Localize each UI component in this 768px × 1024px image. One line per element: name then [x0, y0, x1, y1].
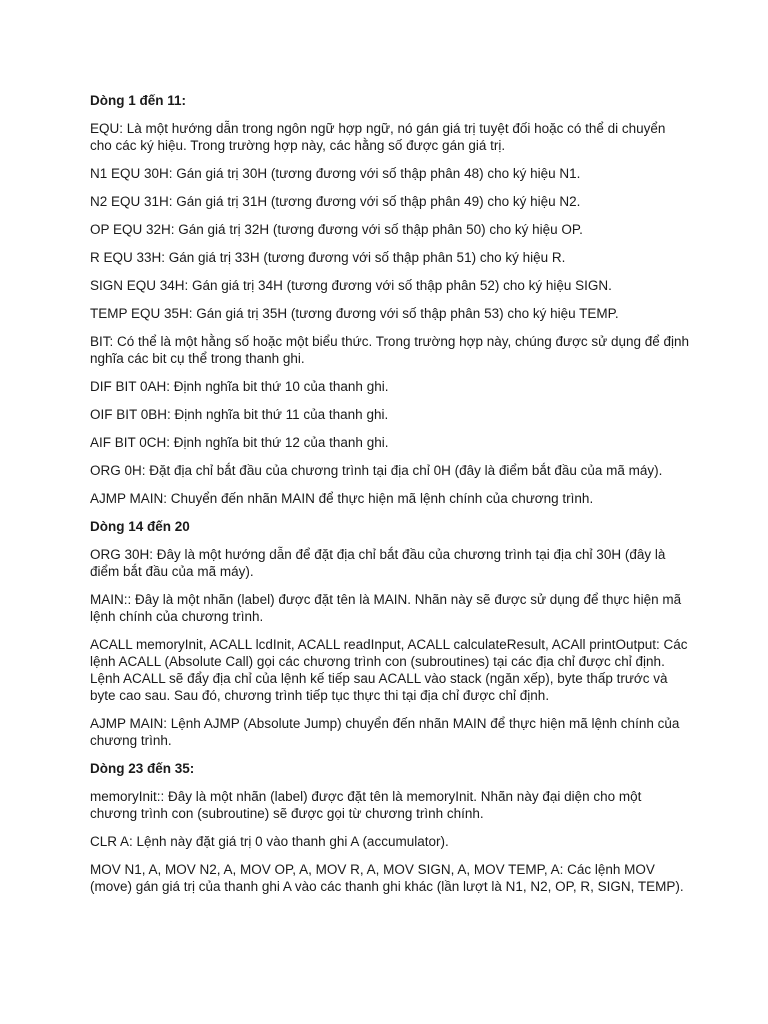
paragraph: DIF BIT 0AH: Định nghĩa bit thứ 10 của thanh ghi. [90, 379, 389, 394]
section-heading: Dòng 1 đến 11: [90, 93, 187, 108]
paragraph: ORG 30H: Đây là một hướng dẫn để đặt địa chỉ bắt đầu của chương trình tại địa chỉ 30H (đây là điểm bắt đầu của mã máy). [90, 547, 666, 579]
section-heading: Dòng 14 đến 20 [90, 519, 190, 534]
paragraph: ACALL memoryInit, ACALL lcdInit, ACALL readInput, ACALL calculateResult, ACAll printOutput: Các lệnh ACALL (Absolute Call) gọi các chương trình con (subroutines) tại các địa chỉ được chỉ định. Lệnh ACALL sẽ đẩy địa chỉ của lệnh kế tiếp sau ACALL vào stack (ngăn xếp), byte thấp trước và byte cao sau. Sau đó, chương trình tiếp tục thực thi tại địa chỉ được chỉ định. [90, 637, 688, 703]
paragraph: OIF BIT 0BH: Định nghĩa bit thứ 11 của thanh ghi. [90, 407, 389, 422]
paragraph: N2 EQU 31H: Gán giá trị 31H (tương đương với số thập phân 49) cho ký hiệu N2. [90, 194, 581, 209]
paragraph: BIT: Có thể là một hằng số hoặc một biểu thức. Trong trường hợp này, chúng được sử dụng để định nghĩa các bit cụ thể trong thanh ghi. [90, 334, 690, 366]
paragraph: N1 EQU 30H: Gán giá trị 30H (tương đương với số thập phân 48) cho ký hiệu N1. [90, 166, 581, 181]
paragraph: AJMP MAIN: Chuyển đến nhãn MAIN để thực hiện mã lệnh chính của chương trình. [90, 491, 594, 506]
paragraph: OP EQU 32H: Gán giá trị 32H (tương đương với số thập phân 50) cho ký hiệu OP. [90, 222, 583, 237]
section-heading: Dòng 23 đến 35: [90, 761, 195, 776]
paragraph: MOV N1, A, MOV N2, A, MOV OP, A, MOV R, A, MOV SIGN, A, MOV TEMP, A: Các lệnh MOV (move) gán giá trị của thanh ghi A vào các thanh ghi khác (lần lượt là N1, N2, OP, R, SIGN, TEMP). [90, 862, 684, 894]
paragraph: MAIN:: Đây là một nhãn (label) được đặt tên là MAIN. Nhãn này sẽ được sử dụng để thực hiện mã lệnh chính của chương trình. [90, 592, 682, 624]
paragraph: ORG 0H: Đặt địa chỉ bắt đầu của chương trình tại địa chỉ 0H (đây là điểm bắt đầu của mã máy). [90, 463, 663, 478]
paragraph: R EQU 33H: Gán giá trị 33H (tương đương với số thập phân 51) cho ký hiệu R. [90, 250, 566, 265]
paragraph: memoryInit:: Đây là một nhãn (label) được đặt tên là memoryInit. Nhãn này đại diện cho một chương trình con (subroutine) sẽ được gọi từ chương trình chính. [90, 789, 642, 821]
paragraph: CLR A: Lệnh này đặt giá trị 0 vào thanh ghi A (accumulator). [90, 834, 449, 849]
paragraph: TEMP EQU 35H: Gán giá trị 35H (tương đương với số thập phân 53) cho ký hiệu TEMP. [90, 306, 619, 321]
paragraph: EQU: Là một hướng dẫn trong ngôn ngữ hợp ngữ, nó gán giá trị tuyệt đối hoặc có thể di chuyển cho các ký hiệu. Trong trường hợp này, các hằng số được gán giá trị. [90, 121, 666, 153]
paragraph: AIF BIT 0CH: Định nghĩa bit thứ 12 của thanh ghi. [90, 435, 389, 450]
document-page [90, 92, 690, 906]
paragraph: AJMP MAIN: Lệnh AJMP (Absolute Jump) chuyển đến nhãn MAIN để thực hiện mã lệnh chính của chương trình. [90, 716, 680, 748]
paragraph: SIGN EQU 34H: Gán giá trị 34H (tương đương với số thập phân 52) cho ký hiệu SIGN. [90, 278, 612, 293]
